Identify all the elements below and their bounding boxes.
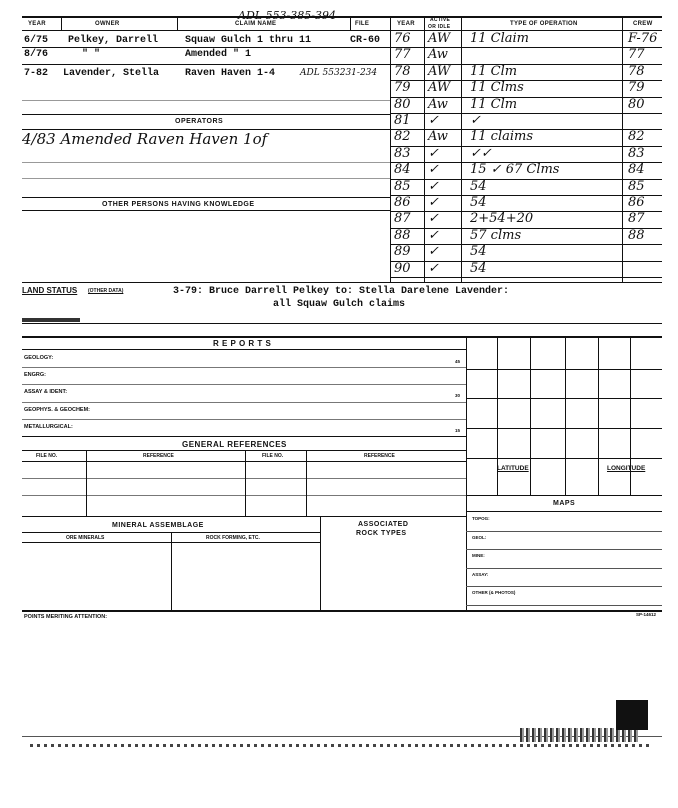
activity-crew: 77 [628, 47, 645, 63]
handwritten-adl-number: ADL 553-385-394 [238, 9, 336, 22]
activity-year: 90 [394, 260, 411, 276]
activity-type: 11 Clms [470, 80, 524, 96]
activity-year: 81 [394, 113, 411, 128]
activity-crew: 83 [628, 145, 645, 161]
activity-active: ✓ [428, 145, 439, 161]
report-label: ENGRG: [24, 372, 46, 379]
ore-minerals-label: ORE MINERALS [66, 535, 105, 541]
longitude-label: LONGITUDE [607, 465, 646, 472]
activity-crew: 85 [628, 178, 645, 194]
activity-type: 54 [470, 178, 487, 194]
activity-year: 84 [394, 162, 411, 178]
associated-label: ASSOCIATED [358, 521, 409, 528]
form-number: SP-14612 [636, 612, 657, 617]
activity-type: 11 Clm [470, 96, 518, 112]
activity-active: ✓ [428, 260, 439, 276]
map-row-label: OTHER (& PHOTOS) [472, 590, 516, 595]
col-header-crew: CREW [633, 21, 653, 27]
activity-type: 54 [470, 260, 487, 276]
activity-active: AW [428, 80, 451, 96]
activity-year: 83 [394, 145, 411, 161]
activity-type: 2+54+20 [470, 211, 534, 227]
activity-crew: 87 [628, 211, 645, 227]
col-header-active: ACTIVE [430, 17, 451, 23]
scan-black-block [616, 700, 648, 730]
activity-type: 54 [470, 195, 487, 210]
col-header-owner: OWNER [95, 21, 120, 27]
activity-year: 85 [394, 178, 411, 194]
activity-active: AW [428, 31, 451, 46]
latitude-label: LATITUDE [497, 465, 529, 472]
activity-crew: 82 [628, 129, 645, 145]
activity-active: ✓ [428, 211, 439, 227]
col-header-year-right: YEAR [397, 21, 415, 27]
land-status-line-1: 3-79: Bruce Darrell Pelkey to: Stella Darelene Lavender: [173, 286, 510, 297]
report-label: METALLURGICAL: [24, 423, 73, 430]
activity-type: 11 claims [470, 129, 534, 145]
activity-active: ✓ [428, 178, 439, 194]
other-persons-label: OTHER PERSONS HAVING KNOWLEDGE [102, 201, 255, 208]
report-label: ASSAY & IDENT: [24, 389, 68, 396]
activity-crew: 79 [628, 80, 645, 96]
activity-active: Aw [428, 96, 448, 112]
rock-types-label: ROCK TYPES [356, 530, 407, 537]
activity-active: Aw [428, 129, 448, 145]
report-line-number: 30 [455, 393, 461, 399]
right-grid-left [390, 16, 391, 282]
activity-type: ✓ [470, 113, 481, 128]
activity-crew: F-76 [628, 31, 658, 46]
rock-forming-label: ROCK FORMING, ETC. [206, 535, 260, 541]
points-meriting-attention-label: POINTS MERITING ATTENTION: [24, 614, 108, 620]
activity-type: 11 Clm [470, 63, 518, 79]
activity-year: 80 [394, 96, 411, 112]
land-status-label: LAND STATUS [22, 286, 78, 295]
activity-crew: 84 [628, 162, 645, 178]
activity-active: ✓ [428, 113, 439, 128]
activity-year: 78 [394, 63, 411, 79]
activity-active: ✓ [428, 227, 439, 243]
activity-year: 82 [394, 129, 411, 145]
activity-crew: 86 [628, 195, 645, 210]
report-label: GEOLOGY: [24, 355, 54, 361]
activity-crew: 78 [628, 63, 645, 79]
activity-type: 15 ✓ 67 Clms [470, 162, 560, 178]
col-header-year: YEAR [28, 21, 46, 27]
activity-active: Aw [428, 47, 448, 63]
top-border [22, 16, 662, 18]
reports-divider [466, 337, 467, 611]
report-line-number: 45 [455, 359, 461, 364]
activity-active: ✓ [428, 195, 439, 210]
reports-title: R E P O R T S [213, 339, 272, 348]
report-label: GEOPHYS. & GEOCHEM: [24, 406, 91, 413]
activity-year: 86 [394, 195, 411, 210]
map-row-label: GEOL: [472, 534, 487, 540]
land-status-line-2: all Squaw Gulch claims [273, 299, 406, 310]
general-references-title: GENERAL REFERENCES [182, 440, 287, 449]
mineral-assemblage-title: MINERAL ASSEMBLAGE [112, 522, 204, 529]
map-row-label: MINE: [472, 553, 485, 558]
activity-year: 88 [394, 227, 411, 243]
map-row-label: ASSAY: [472, 571, 489, 577]
header-underline [22, 30, 662, 31]
activity-type: 54 [470, 244, 487, 260]
activity-type: 11 Claim [470, 31, 530, 46]
activity-year: 76 [394, 31, 411, 46]
col-header-file: FILE [355, 21, 370, 27]
map-row-label: TOPOG: [472, 516, 490, 521]
operators-label: OPERATORS [175, 118, 224, 125]
activity-type: ✓✓ [470, 145, 492, 161]
activity-active: AW [428, 63, 451, 79]
col-header-claim-name: CLAIM NAME [235, 21, 277, 27]
operators-handwritten: 4/83 Amended Raven Haven 1of [22, 130, 268, 148]
activity-year: 89 [394, 244, 411, 260]
activity-crew: 88 [628, 227, 645, 243]
activity-year: 79 [394, 80, 411, 96]
land-status-sublabel: (OTHER DATA) [88, 288, 124, 294]
activity-year: 87 [394, 211, 411, 227]
col-header-type-of-operation: TYPE OF OPERATION [510, 21, 578, 27]
col-header-idle: OR IDLE [428, 24, 451, 30]
activity-type: 57 clms [470, 227, 522, 243]
activity-active: ✓ [428, 244, 439, 260]
activity-crew: 80 [628, 96, 645, 112]
activity-active: ✓ [428, 162, 439, 178]
activity-year: 77 [394, 47, 411, 63]
report-line-number: 15 [455, 427, 461, 433]
maps-title: MAPS [553, 500, 576, 507]
